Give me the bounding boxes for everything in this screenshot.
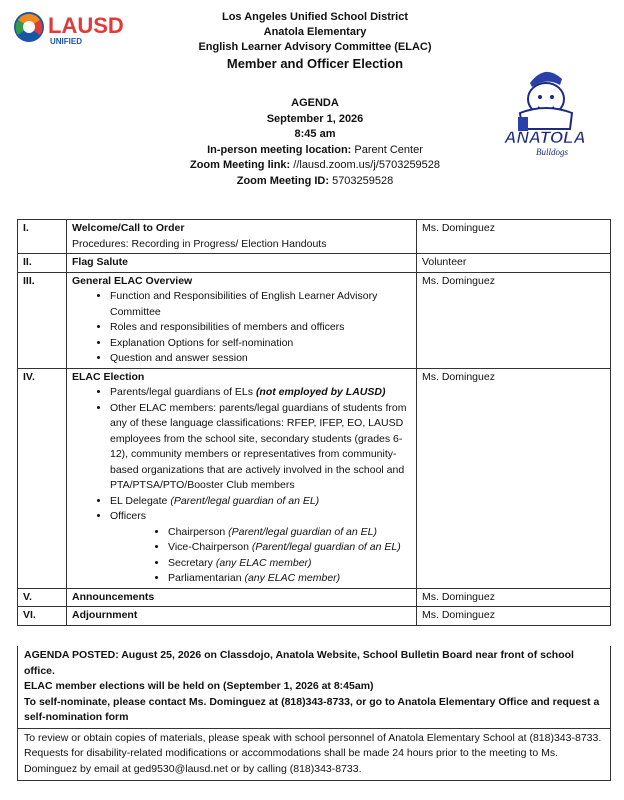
list-item: • Explanation Options for self-nomination xyxy=(110,336,411,352)
list-item-text: EL Delegate xyxy=(110,494,171,507)
agenda-title: AGENDA xyxy=(291,97,339,109)
table-row xyxy=(18,607,611,626)
list-item-text: Parents/legal guardians of ELs xyxy=(110,386,256,398)
logo-subtext: UNIFIED xyxy=(50,37,82,46)
list-item: • Roles and responsibilities of members and officers xyxy=(110,320,411,336)
table-row xyxy=(18,368,611,588)
item-number: VI. xyxy=(18,607,67,626)
list-item: • Function and Responsibilities of English Learner Advisory Committee xyxy=(110,289,411,320)
location-value: Parent Center xyxy=(351,143,423,156)
officer-item xyxy=(168,525,411,541)
list-item-note: (not employed by LAUSD) xyxy=(255,386,386,398)
item-subtext: Procedures: Recording in Progress/ Election Handouts xyxy=(72,237,327,250)
list-item-text: Officers xyxy=(110,510,146,522)
list-item xyxy=(110,509,411,587)
item-title: General ELAC Overview xyxy=(72,274,193,287)
officer-title: Vice-Chairperson xyxy=(168,541,252,553)
table-row xyxy=(18,272,611,368)
officer-item xyxy=(168,556,411,572)
list-item: • Other ELAC members: parents/legal guardians of students from any of these language classifications: RFEP, IFEP, EO, LAUSD employees from the school site, secondary students (grades 6-12), community members or representatives from community-based organizations that are actively involved in the school and PTA/PTSA/PTO/Booster Club members xyxy=(110,401,411,494)
item-title: Adjournment xyxy=(72,609,138,621)
item-number: III. xyxy=(18,272,67,368)
item-number: I. xyxy=(18,220,67,254)
presenter: Ms. Dominguez xyxy=(417,588,611,607)
officer-item xyxy=(168,571,411,587)
item-cell xyxy=(67,272,417,368)
agenda-table xyxy=(17,219,611,626)
accommodation-notice: To review or obtain copies of materials, please speak with school personnel of Anatola Elementary School at (818)343-8733. Requests for disability-related modifications or accommodations shall be made 24 hours prior to the meeting to Ms. Dominguez by email at ged9530@lausd.net or by calling (818)343-8733. xyxy=(24,731,602,775)
item-cell xyxy=(67,588,417,607)
item-title: Announcements xyxy=(72,590,155,603)
officer-title: Parliamentarian xyxy=(168,572,245,584)
footer-notice xyxy=(18,646,610,729)
nomination-notice: To self-nominate, please contact Ms. Dominguez at (818)343-8733, or go to Anatola Elementary Office and request a self-nomination form xyxy=(24,695,600,723)
bullet-list xyxy=(72,385,411,587)
zoom-link-label: Zoom Meeting link: xyxy=(189,159,291,171)
location-label: In-person meeting location: xyxy=(207,143,352,156)
logo-text: LAUSD xyxy=(48,13,124,38)
table-row xyxy=(18,254,611,273)
mascot-subtext: Bulldogs xyxy=(535,147,569,157)
officer-note: (any ELAC member) xyxy=(215,556,312,569)
item-number: II. xyxy=(18,254,67,273)
lausd-logo xyxy=(12,8,142,48)
bullet-list xyxy=(72,289,411,367)
table-row xyxy=(18,220,611,254)
list-item: • Question and answer session xyxy=(110,351,411,367)
mascot-text: ANATOLA xyxy=(504,128,586,147)
list-item xyxy=(110,385,411,401)
zoom-id-value: 5703259528 xyxy=(329,174,394,187)
presenter: Ms. Dominguez xyxy=(417,272,611,368)
presenter: Ms. Dominguez xyxy=(417,220,611,254)
zoom-link-value[interactable]: //lausd.zoom.us/j/5703259528 xyxy=(290,159,441,171)
district-name: Los Angeles Unified School District xyxy=(221,11,408,23)
item-number: V. xyxy=(18,588,67,607)
item-cell xyxy=(67,607,417,626)
meeting-date: September 1, 2026 xyxy=(266,112,364,125)
presenter: Ms. Dominguez xyxy=(417,607,611,626)
document-title: Member and Officer Election xyxy=(226,56,404,71)
item-cell xyxy=(67,254,417,273)
agenda-info xyxy=(150,96,480,189)
officer-note: (Parent/legal guardian of an EL) xyxy=(251,541,401,553)
table-row xyxy=(18,588,611,607)
presenter: Volunteer xyxy=(417,254,611,273)
officer-list xyxy=(110,525,411,587)
officer-note: (Parent/legal guardian of an EL) xyxy=(228,525,377,538)
item-title: Flag Salute xyxy=(72,256,129,268)
officer-title: Chairperson xyxy=(168,525,229,538)
officer-note: (any ELAC member) xyxy=(244,572,341,584)
list-item xyxy=(110,494,411,510)
zoom-id-label: Zoom Meeting ID: xyxy=(236,174,330,187)
list-item-note: (Parent/legal guardian of an EL) xyxy=(170,494,320,507)
posted-notice: AGENDA POSTED: August 25, 2026 on Classdojo, Anatola Website, School Bulletin Board near front of school office. xyxy=(24,649,574,677)
item-cell xyxy=(67,220,417,254)
committee-name: English Learner Advisory Committee (ELAC) xyxy=(198,41,432,53)
item-number: IV. xyxy=(18,368,67,588)
item-cell xyxy=(67,368,417,588)
school-name: Anatola Elementary xyxy=(263,26,367,38)
officer-item xyxy=(168,540,411,556)
meeting-time: 8:45 am xyxy=(294,128,336,140)
item-title: Welcome/Call to Order xyxy=(72,222,185,234)
anatola-bulldog-mascot xyxy=(490,55,600,165)
document-header xyxy=(150,10,480,73)
presenter: Ms. Dominguez xyxy=(417,368,611,588)
agenda-footer xyxy=(17,646,611,781)
item-title: ELAC Election xyxy=(72,370,145,383)
election-notice: ELAC member elections will be held on (September 1, 2026 at 8:45am) xyxy=(24,680,374,692)
officer-title: Secretary xyxy=(168,556,216,569)
